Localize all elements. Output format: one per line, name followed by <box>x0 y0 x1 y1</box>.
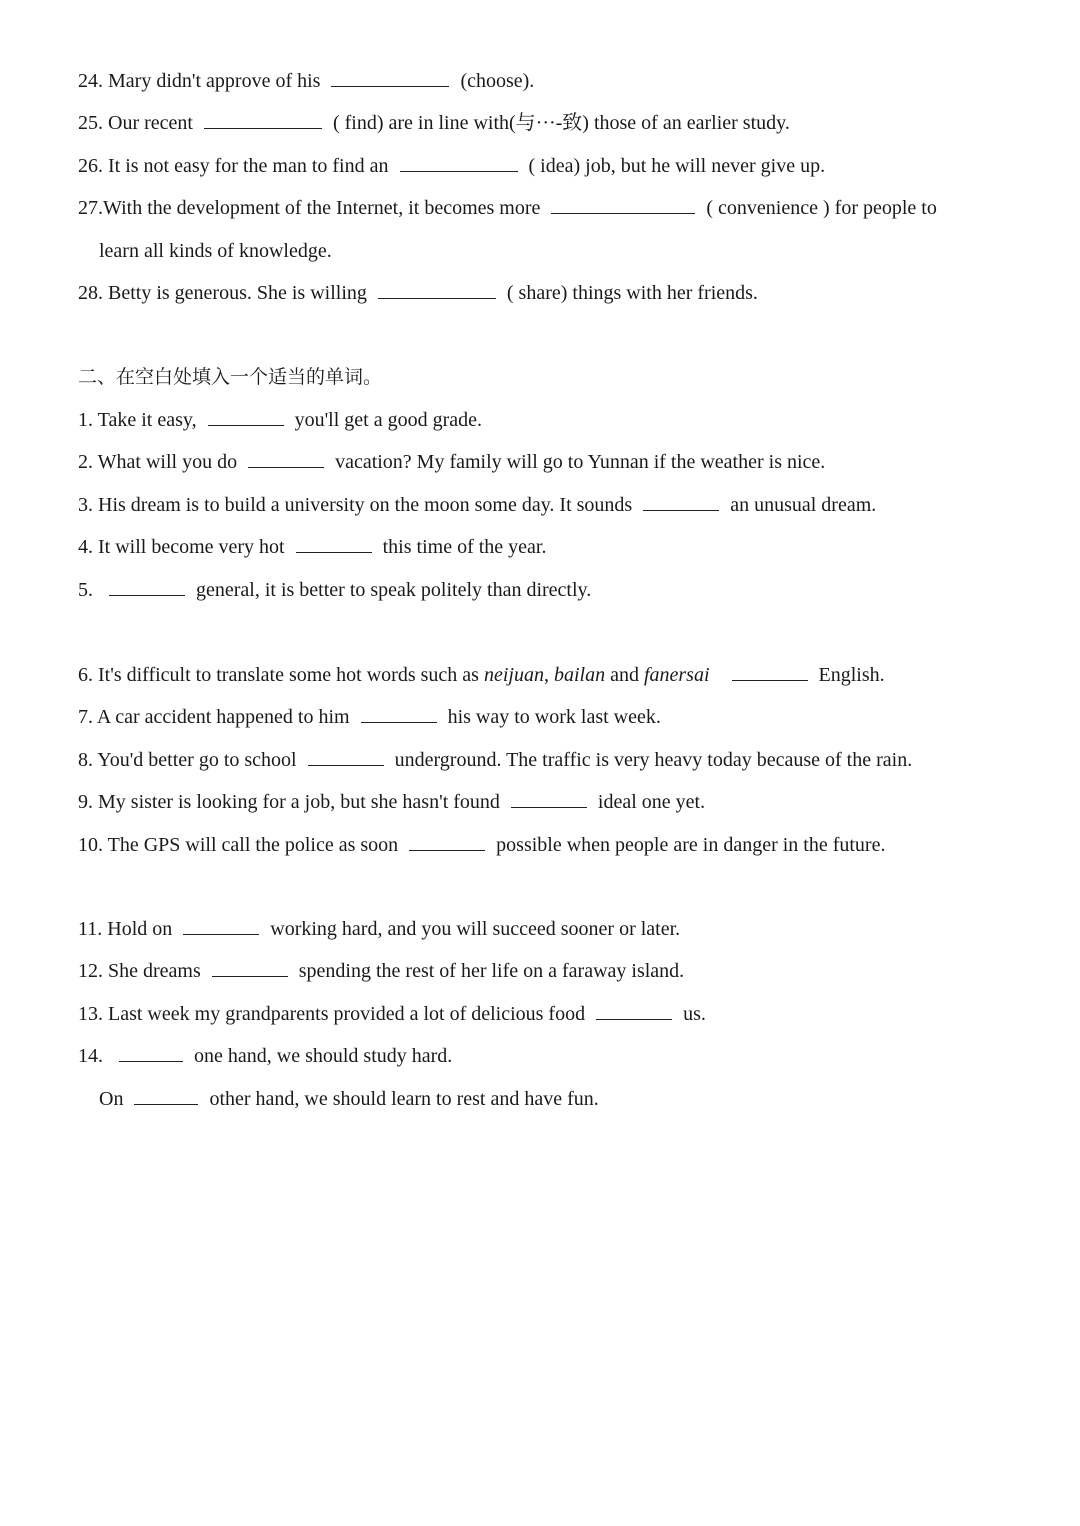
question-12 <box>78 958 684 984</box>
question-text: other hand, we should learn to rest and have fun. <box>209 1088 599 1110</box>
question-2 <box>78 449 825 475</box>
answer-blank[interactable] <box>551 196 695 214</box>
answer-blank[interactable] <box>596 1002 672 1020</box>
question-text: 8. You'd better go to school <box>78 749 297 771</box>
question-text: ideal one yet. <box>597 791 706 813</box>
answer-blank[interactable] <box>511 790 587 808</box>
question-text: 3. His dream is to build a university on the moon some day. It sounds <box>78 494 633 516</box>
hot-word: fanersai <box>643 664 710 686</box>
question-27-continuation <box>99 238 332 264</box>
hot-word: neijuan <box>483 664 544 686</box>
answer-blank[interactable] <box>119 1044 183 1062</box>
question-text: learn all kinds of knowledge. <box>99 240 332 262</box>
question-28 <box>78 280 758 306</box>
question-text: 5. <box>78 579 93 601</box>
punctuation: , <box>543 664 549 686</box>
question-text: 9. My sister is looking for a job, but she hasn't found <box>78 791 500 813</box>
question-text: 13. Last week my grandparents provided a lot of delicious food <box>78 1003 586 1025</box>
question-text: English. <box>818 664 885 686</box>
question-5 <box>78 577 591 603</box>
question-text: 24. Mary didn't approve of his <box>78 70 321 92</box>
question-7 <box>78 704 661 730</box>
question-text: an unusual dream. <box>730 494 877 516</box>
question-text: 12. She dreams <box>78 960 201 982</box>
question-text: you'll get a good grade. <box>294 409 483 431</box>
answer-blank[interactable] <box>208 408 284 426</box>
question-3 <box>78 492 876 518</box>
question-text: spending the rest of her life on a faraway island. <box>298 960 685 982</box>
question-24 <box>78 68 534 94</box>
question-text: 11. Hold on <box>78 918 173 940</box>
answer-blank[interactable] <box>732 663 808 681</box>
question-text: vacation? My family will go to Yunnan if the weather is nice. <box>335 451 826 473</box>
question-text: general, it is better to speak politely than directly. <box>196 579 592 601</box>
answer-blank[interactable] <box>183 917 259 935</box>
question-text: 1. Take it easy, <box>78 409 197 431</box>
question-14-second-line <box>99 1086 599 1112</box>
question-text: 10. The GPS will call the police as soon <box>78 834 399 856</box>
answer-blank[interactable] <box>409 833 485 851</box>
question-14 <box>78 1043 452 1069</box>
question-text: 25. Our recent <box>78 112 193 134</box>
answer-blank[interactable] <box>109 578 185 596</box>
question-text: 7. A car accident happened to him <box>78 706 350 728</box>
question-4 <box>78 534 546 560</box>
question-25 <box>78 110 790 136</box>
question-text: 6. It's difficult to translate some hot words such as <box>78 664 479 686</box>
question-text: and <box>610 664 639 686</box>
question-10 <box>78 832 885 858</box>
question-text: 4. It will become very hot <box>78 536 285 558</box>
question-text: possible when people are in danger in the future. <box>496 834 886 856</box>
answer-blank[interactable] <box>204 111 322 129</box>
question-text: his way to work last week. <box>447 706 661 728</box>
question-text: ( share) things with her friends. <box>506 282 758 304</box>
question-text: working hard, and you will succeed sooner or later. <box>270 918 681 940</box>
hot-word: bailan <box>553 664 606 686</box>
answer-blank[interactable] <box>331 69 449 87</box>
question-text: one hand, we should study hard. <box>194 1045 453 1067</box>
question-26 <box>78 153 825 179</box>
question-text: (choose). <box>460 70 535 92</box>
question-1 <box>78 407 482 433</box>
question-6 <box>78 662 885 688</box>
question-text: ( convenience ) for people to <box>706 197 937 219</box>
question-text: us. <box>683 1003 706 1025</box>
answer-blank[interactable] <box>248 450 324 468</box>
answer-blank[interactable] <box>308 748 384 766</box>
answer-blank[interactable] <box>361 705 437 723</box>
question-text: 27.With the development of the Internet, it becomes more <box>78 197 541 219</box>
answer-blank[interactable] <box>400 154 518 172</box>
question-text: ( find) are in line with(与···-致) those of an earlier study. <box>332 112 790 134</box>
section-heading: 二、在空白处填入一个适当的单词。 <box>78 366 383 388</box>
question-text: this time of the year. <box>382 536 547 558</box>
question-text: underground. The traffic is very heavy today because of the rain. <box>394 749 913 771</box>
question-9 <box>78 789 705 815</box>
question-11 <box>78 916 680 942</box>
answer-blank[interactable] <box>378 281 496 299</box>
question-8 <box>78 747 912 773</box>
question-text: 28. Betty is generous. She is willing <box>78 282 367 304</box>
answer-blank[interactable] <box>134 1087 198 1105</box>
question-text: 14. <box>78 1045 103 1067</box>
question-13 <box>78 1001 706 1027</box>
answer-blank[interactable] <box>643 493 719 511</box>
question-text: 26. It is not easy for the man to find an <box>78 155 389 177</box>
question-text: 2. What will you do <box>78 451 238 473</box>
answer-blank[interactable] <box>296 535 372 553</box>
question-27 <box>78 195 937 221</box>
question-text: ( idea) job, but he will never give up. <box>528 155 826 177</box>
answer-blank[interactable] <box>212 959 288 977</box>
question-text: On <box>99 1088 124 1110</box>
